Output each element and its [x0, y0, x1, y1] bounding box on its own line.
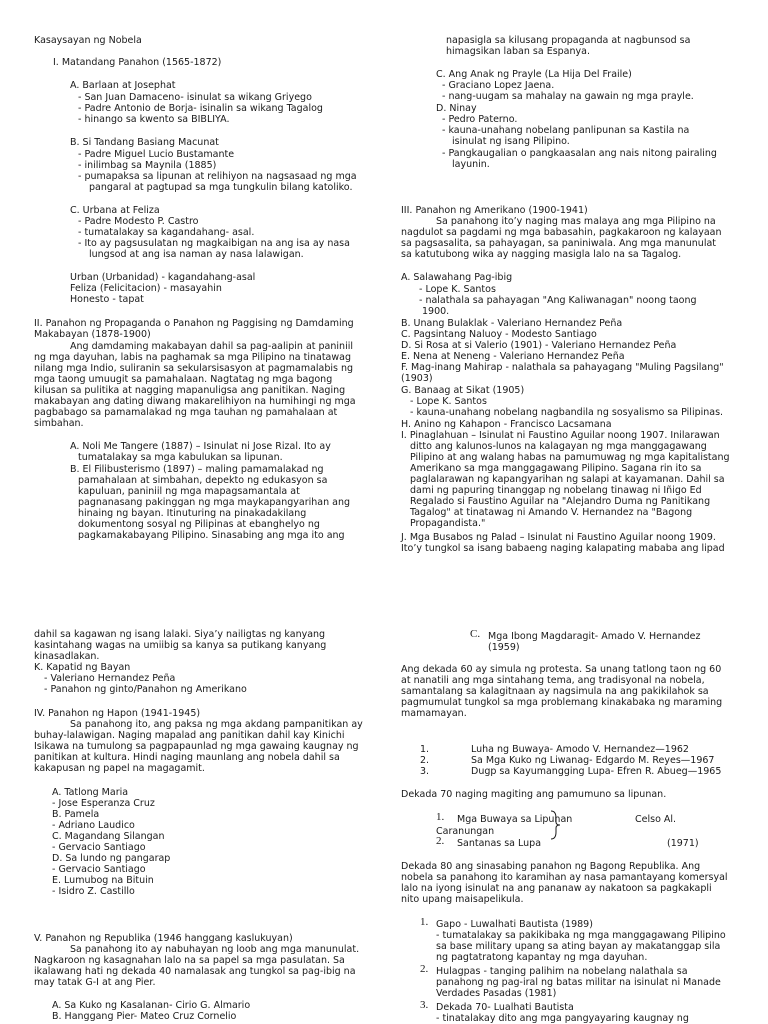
novel-title: C. Ang Anak ng Prayle (La Hija Del Fraile) [436, 69, 632, 80]
list-item: 1900. [422, 306, 450, 317]
paragraph-line: kilusan sa pulitika at nagging mapanuligsa ang panitikan. Naging [34, 385, 346, 396]
paragraph-line: Sa panahong ito’y naging mas malaya ang mga Pilipino na [436, 216, 716, 227]
novel-title: Dekada 70- Lualhati Bautista [436, 1002, 574, 1013]
paragraph-line: Regalado si Faustino Aguilar na "Alejandro Duma ng Panitikang [410, 496, 711, 507]
paragraph-line: Dekada 80 ang sinasabing panahon ng Bagong Republika. Ang [401, 861, 701, 872]
paragraph-line: mamamayan. [401, 708, 467, 719]
paragraph-line: nilang mga Indio, suliranin sa sekularsisasyon at pagmamalabis ng [34, 363, 354, 374]
paragraph-line: kinasadlakan. [34, 651, 100, 662]
novel-title: B. Pamela [52, 809, 100, 820]
novel-title: C. Urbana at Feliza [70, 205, 160, 216]
list-item: - Isidro Z. Castillo [52, 886, 135, 897]
novel-title: Gapo - Luwalhati Bautista (1989) [436, 919, 593, 930]
paragraph-line: paglalarawan ng kapangyarihan ng salapi at kayamanan. Dahil sa [410, 474, 725, 485]
paragraph-line: simbahan. [34, 418, 84, 429]
list-number: 1. [436, 811, 445, 823]
list-item: dokumentong sosyal ng Pilipinas at ebanghelyo ng [78, 519, 320, 530]
list-item: pangaral at pagtupad sa mga tungkulin bilang katoliko. [89, 182, 353, 193]
list-item: - Pangkaugalian o pangkaasalan ang nais nitong pairaling [442, 148, 717, 159]
list-item: - Ito ay pagsusulatan ng magkaibigan na ang isa ay nasa [78, 238, 350, 249]
novel-title: C. Magandang Silangan [52, 831, 165, 842]
list-item: - Adriano Laudico [52, 820, 135, 831]
paragraph-line: ng mga dayuhan, labis na paghamak sa mga Pilipino na tinatawag [34, 352, 351, 363]
paragraph-line: mga taong umuugit sa pamahalaan. Nagtatag ng mga bagong [34, 374, 333, 385]
paragraph-line: Isikawa na tumulong sa pagpapaunlad ng mga gawaing kaugnay ng [34, 741, 359, 752]
novel-title: E. Nena at Neneng - Valeriano Hernandez Peña [401, 351, 625, 362]
novel-title: D. Ninay [436, 103, 477, 114]
novel-title: D. Si Rosa at si Valerio (1901) - Valeriano Hernandez Peña [401, 340, 677, 351]
paragraph-line: dami ng papuring tinanggap ng nobelang tinawag ni Iñigo Ed [410, 485, 702, 496]
paragraph-line: panitikan at kultura. Hindi naging maunlang ang nobela dahil sa [34, 752, 340, 763]
list-item: - Panahon ng ginto/Panahon ng Amerikano [44, 684, 247, 695]
list-number: C. [470, 628, 481, 640]
list-item: tumatalakay sa mga kabulukan sa lipunan. [78, 452, 283, 463]
paragraph-line: at nanatili ang mga sintahang tema, ang tradisyonal na nobela, [401, 675, 705, 686]
paragraph-line: kakapusan ng papel na magagamit. [34, 763, 205, 774]
list-item: - kauna-unahang nobelang nagbandila ng sosyalismo sa Pilipinas. [410, 407, 724, 418]
paragraph-line: ditto ang kalunos-lunos na kalagayan ng mga manggagawang [410, 441, 707, 452]
section-heading: I. Matandang Panahon (1565-1872) [53, 57, 222, 68]
list-item: sa base military upang sa ating bayan ay makatanggap sila [436, 941, 721, 952]
paragraph-line: Ang damdaming makabayan dahil sa pag-aalipin at paniniil [70, 341, 353, 352]
paragraph-line: ikalawang hati ng dekada 40 namalasak ang tungkol sa pag-ibig na [34, 966, 356, 977]
list-item: - tumatalakay sa pakikibaka ng mga manggagawang Pilipino [436, 930, 726, 941]
list-number: 2. [420, 963, 429, 975]
list-number: 1. [420, 744, 430, 755]
list-item: - pumapaksa sa lipunan at relihiyon na nagsasaad ng mga [78, 171, 357, 182]
list-item: - nalathala sa pahayagan "Ang Kaliwanagan" noong taong [419, 295, 697, 306]
paragraph-line: buhay-lalawigan. Naging mapalad ang panitikan dahil kay Kinichi [34, 730, 345, 741]
list-item: - Graciano Lopez Jaena. [442, 80, 555, 91]
author-name: Caranungan [436, 826, 495, 837]
list-item: - San Juan Damaceno- isinulat sa wikang Griyego [78, 92, 312, 103]
list-item: pagkamakabayang Pilipino. Sinasabing ang mga ito ang [78, 530, 345, 541]
column-top-left [0, 0, 384, 560]
novel-title: K. Kapatid ng Bayan [34, 662, 131, 673]
list-item: kapuluan, paniniil ng mga mapagsamantala at [78, 486, 300, 497]
list-item: B. El Filibusterismo (1897) – maling pamamalakad ng [70, 464, 324, 475]
document-title: Kasaysayan ng Nobela [34, 35, 142, 46]
list-item: - Padre Miguel Lucio Bustamante [78, 149, 235, 160]
section-heading: III. Panahon ng Amerikano (1900-1941) [401, 205, 588, 216]
brace-icon [549, 810, 561, 840]
list-item: - Jose Esperanza Cruz [52, 798, 155, 809]
text-line: (1959) [488, 642, 520, 653]
novel-title: Luha ng Buwaya- Amodo V. Hernandez—1962 [471, 744, 689, 755]
novel-title: D. Sa lundo ng pangarap [52, 853, 171, 864]
list-item: - Pedro Paterno. [442, 114, 518, 125]
novel-title: Dugp sa Kayumangging Lupa- Efren R. Abueg—1965 [471, 766, 722, 777]
list-item: - Gervacio Santiago [52, 864, 146, 875]
list-item: ng pagtatratong kapantay ng mga dayuhan. [436, 952, 648, 963]
list-item: - Lope K. Santos [419, 284, 496, 295]
list-item: - hinango sa kwento sa BIBLIYA. [78, 114, 230, 125]
text-line: Honesto - tapat [70, 294, 144, 305]
list-number: 2. [436, 835, 445, 847]
novel-title: F. Mag-inang Mahirap - nalathala sa pahayagang "Muling Pagsilang" [401, 362, 724, 373]
paragraph-line: Ito’y tungkol sa isang babaeng naging kalapating mababa ang lipad [401, 543, 725, 554]
paragraph-line: sa pagsasalita, sa pahayagan, sa paniniwala. Ang mga manunulat [401, 238, 717, 249]
list-item: isinulat ng isang Pilipino. [452, 136, 570, 147]
column-bottom-left [0, 560, 384, 1024]
paragraph-line: pagmumulat tungkol sa mga problemang kinakabaka ng maraming [401, 697, 723, 708]
novel-title: B. Hanggang Pier- Mateo Cruz Cornelio [52, 1011, 237, 1022]
paragraph-line: dahil sa kagawan ng isang lalaki. Siya’y nailigtas ng kanyang [34, 629, 326, 640]
author-name: Celso Al. [635, 814, 677, 825]
list-item: hinaing ng bayan. Itinuturing na pinakadakilang [78, 508, 307, 519]
paragraph-line: Ang dekada 60 ay simula ng protesta. Sa unang tatlong taon ng 60 [401, 664, 722, 675]
list-item: layunin. [452, 159, 490, 170]
paragraph-line: pagbabago sa pamamalakad ng mga tauhan ng pamahalaan at [34, 407, 338, 418]
paragraph-line: Propagandista." [410, 518, 486, 529]
list-item: - Gervacio Santiago [52, 842, 146, 853]
paragraph-line: Dekada 70 naging magiting ang pamumuno sa lipunan. [401, 789, 667, 800]
novel-title: B. Si Tandang Basiang Macunat [70, 137, 219, 148]
text-line: (1903) [401, 373, 433, 384]
novel-title: B. Unang Bulaklak - Valeriano Hernandez Peña [401, 318, 623, 329]
list-item: napasigla sa kilusang propaganda at nagbunsod sa [446, 35, 691, 46]
text-line: Urban (Urbanidad) - kagandahang-asal [70, 272, 256, 283]
novel-title: A. Tatlong Maria [52, 787, 129, 798]
novel-title: A. Salawahang Pag-ibig [401, 272, 513, 283]
paragraph-line: Nagkaroon ng kasagnahan lalo na sa papel sa mga pasulatan. Sa [34, 955, 345, 966]
novel-title: Mga Buwaya sa Lipunan [457, 814, 573, 825]
paragraph-line: J. Mga Busabos ng Palad – Isinulat ni Faustino Aguilar noong 1909. [401, 532, 716, 543]
paragraph-line: I. Pinaglahuan – Isinulat ni Faustino Aguilar noong 1907. Inilarawan [401, 430, 720, 441]
paragraph-line: makabayan ang dating diwang makarelihiyon na humihingi ng mga [34, 396, 356, 407]
text-line: (1971) [667, 838, 699, 849]
paragraph-line: nobela sa panahong ito karamihan ay nasa pamantayang komersyal [401, 872, 728, 883]
list-item: - Valeriano Hernandez Peña [44, 673, 176, 684]
list-item: himagsikan laban sa Espanya. [446, 46, 590, 57]
paragraph-line: Amerikano sa mga manggagawang Pilipino. Sagana rin ito sa [410, 463, 702, 474]
column-bottom-right [384, 560, 768, 1024]
paragraph-line: nagdulot sa pagdami ng mga babasahin, pagkakaroon ng kalayaan [401, 227, 722, 238]
novel-title: E. Lumubog na Bituin [52, 875, 154, 886]
novel-title: G. Banaag at Sikat (1905) [401, 385, 525, 396]
paragraph-line: nito upang maisapelikula. [401, 894, 524, 905]
paragraph-line: Sa panahong ito ay nabuhayan ng loob ang mga manunulat. [70, 944, 360, 955]
list-item: pamahalaan at simbahan, depekto ng edukasyon sa [78, 475, 328, 486]
paragraph-line: sa katutubong wika ay nagging masigla lalo na sa Tagalog. [401, 249, 682, 260]
list-item: - tinatalakay dito ang mga pangyayaring kaugnay ng [436, 1013, 689, 1024]
novel-title: A. Barlaan at Josephat [70, 80, 176, 91]
novel-title: A. Sa Kuko ng Kasalanan- Cirio G. Almario [52, 1000, 251, 1011]
column-top-right [384, 0, 768, 560]
novel-title: C. Pagsintang Naluoy - Modesto Santiago [401, 329, 597, 340]
novel-title: Sa Mga Kuko ng Liwanag- Edgardo M. Reyes—1967 [471, 755, 715, 766]
list-number: 3. [420, 766, 430, 777]
list-number: 3. [420, 999, 429, 1011]
list-number: 1. [420, 916, 429, 928]
list-item: - Padre Modesto P. Castro [78, 216, 199, 227]
novel-title: Hulagpas - tanging palihim na nobelang nalathala sa [436, 966, 688, 977]
paragraph-line: may tatak G-I at ang Pier. [34, 977, 156, 988]
section-heading: II. Panahon ng Propaganda o Panahon ng Paggising ng Damdaming [34, 318, 354, 329]
novel-title: Santanas sa Lupa [457, 838, 542, 849]
paragraph-line: kasintahang wagas na umiibig sa kanya sa putikang kanyang [34, 640, 327, 651]
section-heading: IV. Panahon ng Hapon (1941-1945) [34, 708, 201, 719]
list-item: - kauna-unahang nobelang panlipunan sa Kastila na [442, 125, 690, 136]
list-item: lungsod at ang isa naman ay nasa lalawigan. [89, 249, 304, 260]
paragraph-line: Sa panahong ito, ang paksa ng mga akdang pampanitikan ay [70, 719, 363, 730]
paragraph-line: lalo na iyong isinulat na ang pananaw ay nakatoon sa pagkakapli [401, 883, 712, 894]
novel-title: Mga Ibong Magdaragit- Amado V. Hernandez [488, 631, 701, 642]
novel-title: H. Anino ng Kahapon - Francisco Lacsamana [401, 419, 612, 430]
list-item: - nang-uugam sa mahalay na gawain ng mga prayle. [442, 91, 694, 102]
section-heading: V. Panahon ng Republika (1946 hanggang kaslukuyan) [34, 933, 293, 944]
paragraph-line: samantalang sa kalagitnaan ay nagsimula na ang pakikilahok sa [401, 686, 709, 697]
paragraph-line: Tagalog" at tinatawag ni Amando V. Hernandez na "Bagong [410, 507, 693, 518]
list-item: A. Noli Me Tangere (1887) – Isinulat ni Jose Rizal. Ito ay [70, 441, 331, 452]
list-item: - inilimbag sa Maynila (1885) [78, 160, 217, 171]
list-item: panahong ng pag-iral ng batas militar na isinulat ni Manade [436, 977, 721, 988]
text-line: Feliza (Felicitacion) - masayahin [70, 283, 222, 294]
section-heading: Makabayan (1878-1900) [34, 329, 151, 340]
list-item: Verdades Pasadas (1981) [436, 988, 557, 999]
paragraph-line: Pilipino at ang walang habas na pamumuwag ng mga kapitalistang [410, 452, 730, 463]
list-item: - Padre Antonio de Borja- isinalin sa wikang Tagalog [78, 103, 323, 114]
list-item: pagnanasang pakinggan ng mga maykapangyarihan ang [78, 497, 351, 508]
list-item: - Lope K. Santos [410, 396, 487, 407]
list-item: - tumatalakay sa kagandahang- asal. [78, 227, 255, 238]
list-number: 2. [420, 755, 430, 766]
